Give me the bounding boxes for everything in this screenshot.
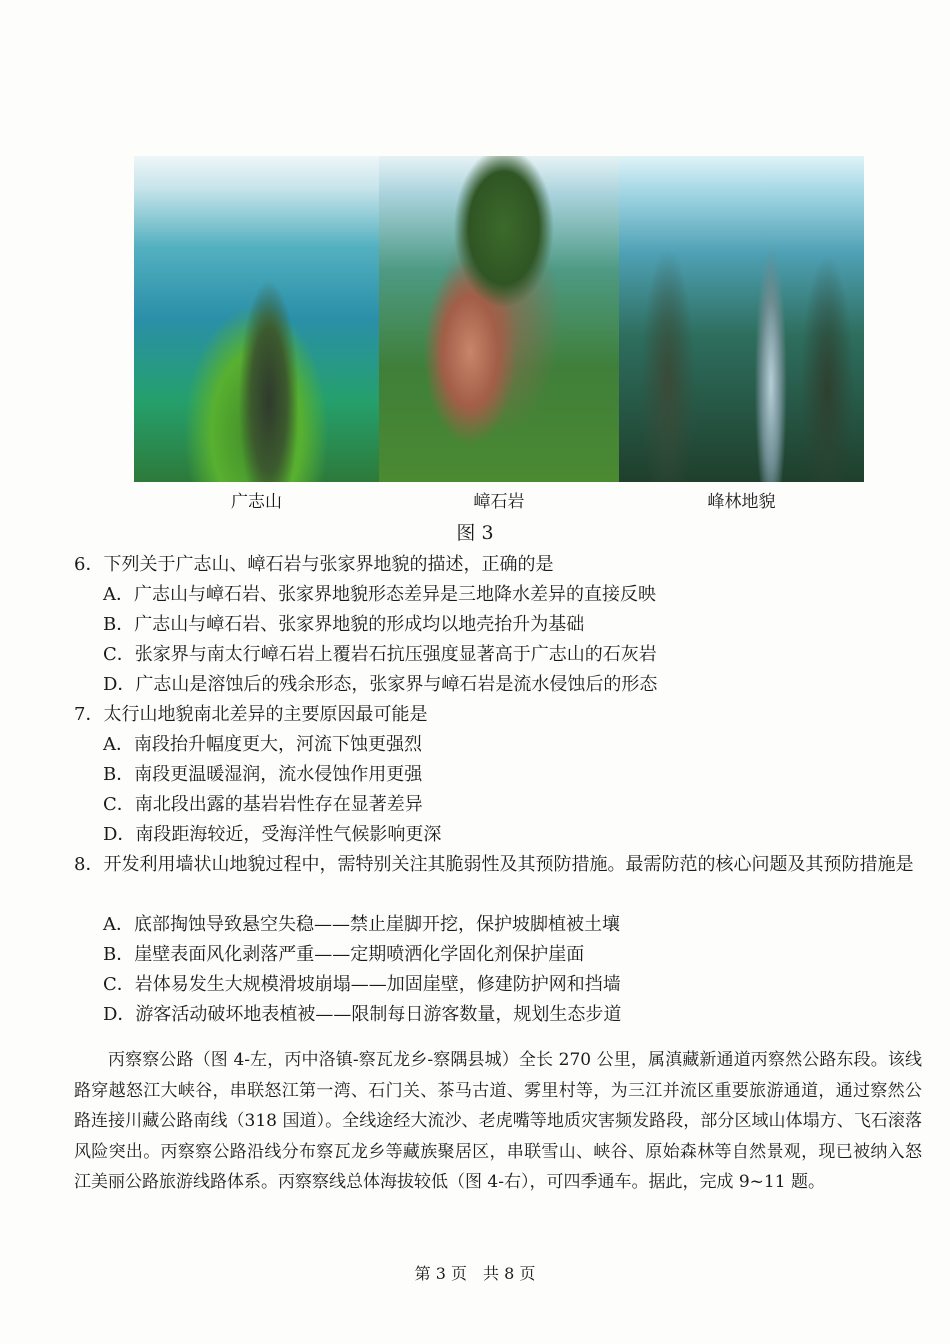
zhangshiyan-photo [379,156,619,482]
question-8-option-d: D．游客活动破坏地表植被——限制每日游客数量，规划生态步道 [103,1004,622,1025]
question-6-option-a: A．广志山与嶂石岩、张家界地貌形态差异是三地降水差异的直接反映 [103,584,656,605]
question-7-option-a: A．南段抬升幅度更大，河流下蚀更强烈 [103,734,422,755]
question-8-option-a: A．底部掏蚀导致悬空失稳——禁止崖脚开挖，保护坡脚植被土壤 [103,914,620,935]
question-6-option-d: D．广志山是溶蚀后的残余形态，张家界与嶂石岩是流水侵蚀后的形态 [103,674,658,695]
figure-3-photos [134,156,864,482]
question-7-option-d: D．南段距海较近，受海洋性气候影响更深 [103,824,442,845]
question-7-stem: 7．太行山地貌南北差异的主要原因最可能是 [74,704,428,725]
figure-title: 图 3 [456,522,494,544]
page-footer: 第 3 页 共 8 页 [414,1264,536,1283]
question-6-option-b: B．广志山与嶂石岩、张家界地貌的形成均以地壳抬升为基础 [103,614,585,635]
peak-forest-photo [619,156,864,482]
question-6-stem: 6．下列关于广志山、嶂石岩与张家界地貌的描述，正确的是 [74,554,554,575]
question-8-option-c: C．岩体易发生大规模滑坡崩塌——加固崖壁，修建防护网和挡墙 [103,974,621,995]
question-6-option-c: C．张家界与南太行嶂石岩上覆岩石抗压强度显著高于广志山的石灰岩 [103,644,657,665]
question-7-option-c: C．南北段出露的基岩岩性存在显著差异 [103,794,423,815]
caption-zhangshiyan: 嶂石岩 [473,492,525,512]
reading-passage: 丙察察公路（图 4-左，丙中洛镇-察瓦龙乡-察隅县城）全长 270 公里，属滇藏新通道丙察然公路东段。该线路穿越怒江大峡谷，串联怒江第一湾、石门关、茶马古道、雾里村等，为三江并流区重要旅游通道，通过察然公路连接川藏公路南线（318 国道）。全线途经大流沙、老虎嘴等地质灾害频发路段，部分区域山体塌方、飞石滚落风险突出。丙察察公路沿线分布察瓦龙乡等藏族聚居区，串联雪山、峡谷、原始森林等自然景观，现已被纳入怒江美丽公路旅游线路体系。丙察察线总体海拔较低（图 4-右），可四季通车。据此，完成 9~11 题。 [74,1050,922,1192]
question-7-option-b: B．南段更温暖湿润，流水侵蚀作用更强 [103,764,423,785]
caption-peak-forest: 峰林地貌 [707,492,776,512]
figure-captions [134,488,864,516]
question-8-stem: 8．开发利用墙状山地貌过程中，需特别关注其脆弱性及其预防措施。最需防范的核心问题及其预防措施是 [74,854,914,875]
guangzhishan-photo [134,156,379,482]
question-8-option-b: B．崖壁表面风化剥落严重——定期喷洒化学固化剂保护崖面 [103,944,585,965]
caption-guangzhishan: 广志山 [231,492,282,512]
